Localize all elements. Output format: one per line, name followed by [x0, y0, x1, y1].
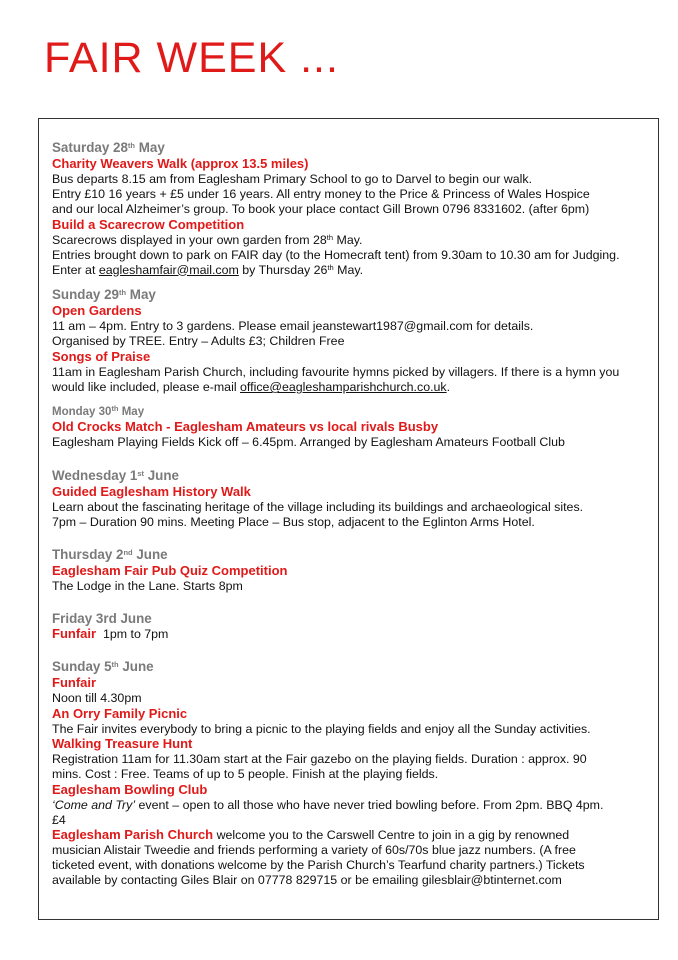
event-text: and our local Alzheimer’s group. To book your place contact Gill Brown 0796 8331602. (after 6pm)	[52, 201, 590, 216]
event-text: 7pm – Duration 90 mins. Meeting Place – Bus stop, adjacent to the Eglinton Arms Hotel.	[52, 514, 535, 529]
events-list	[52, 140, 652, 888]
event-text: £4	[52, 813, 66, 828]
event-text: The Fair invites everybody to bring a picnic to the playing fields and enjoy all the Sunday activities.	[52, 721, 591, 736]
event-title: Eaglesham Bowling Club	[52, 782, 208, 798]
email-link[interactable]: office@eagleshamparishchurch.co.uk	[240, 380, 447, 395]
event-title: Guided Eaglesham History Walk	[52, 483, 251, 499]
event-title: Walking Treasure Hunt	[52, 736, 193, 752]
event-text: ‘Come and Try’ event – open to all those who have never tried bowling before. From 2pm. BBQ 4pm.	[52, 798, 604, 813]
event-text: would like included, please e-mail office@eagleshamparishchurch.co.uk.	[52, 380, 451, 395]
day-section-thursday	[52, 547, 652, 594]
event-text: Enter at eagleshamfair@mail.com by Thursday 26th May.	[52, 262, 364, 277]
event-title: Funfair	[52, 625, 97, 641]
event-title: Eaglesham Fair Pub Quiz Competition	[52, 562, 288, 578]
day-heading: Monday 30th May	[52, 404, 145, 419]
event-text: Learn about the fascinating heritage of the village including its buildings and archaeological sites.	[52, 499, 584, 514]
event-title: Songs of Praise	[52, 349, 151, 365]
day-section-saturday	[52, 140, 652, 277]
day-heading: Friday 3rd June	[52, 610, 152, 626]
day-heading: Sunday 29th May	[52, 287, 156, 303]
day-heading: Thursday 2nd June	[52, 546, 168, 562]
event-text: Entries brought down to park on FAIR day (to the Homecraft tent) from 9.30am to 10.30 am for Judging.	[52, 247, 620, 262]
event-text: Noon till 4.30pm	[52, 690, 142, 705]
event-text: The Lodge in the Lane. Starts 8pm	[52, 578, 243, 593]
event-title: Build a Scarecrow Competition	[52, 216, 245, 232]
day-heading: Saturday 28th May	[52, 140, 165, 155]
event-text: Bus departs 8.15 am from Eaglesham Primary School to go to Darvel to begin our walk.	[52, 172, 533, 186]
event-title: Eaglesham Parish Church	[52, 827, 214, 843]
event-title: Funfair	[52, 674, 97, 690]
event-title: Charity Weavers Walk (approx 13.5 miles)	[52, 156, 309, 171]
day-section-sunday-5	[52, 659, 652, 888]
event-text: Eaglesham Playing Fields Kick off – 6.45pm. Arranged by Eaglesham Amateurs Football Club	[52, 435, 565, 450]
event-text: available by contacting Giles Blair on 07778 829715 or be emailing gilesblair@btinternet.com	[52, 872, 562, 887]
event-text: Scarecrows displayed in your own garden from 28th May.	[52, 232, 363, 247]
event-text: ticketed event, with donations welcome by the Parish Church’s Tearfund charity partners.) Tickets	[52, 857, 585, 872]
page-title: FAIR WEEK ...	[44, 34, 339, 82]
event-title: Open Gardens	[52, 303, 142, 319]
event-text: Eaglesham Parish Church welcome you to the Carswell Centre to join in a gig by renowned	[52, 827, 570, 843]
event-title: An Orry Family Picnic	[52, 705, 188, 721]
event-text: 11 am – 4pm. Entry to 3 gardens. Please email jeanstewart1987@gmail.com for details.	[52, 319, 534, 334]
day-section-monday	[52, 405, 652, 450]
event-text: Registration 11am for 11.30am start at the Fair gazebo on the playing fields. Duration : approx. 90	[52, 752, 587, 767]
event-title: Old Crocks Match - Eaglesham Amateurs vs local rivals Busby	[52, 419, 439, 435]
day-heading: Sunday 5th June	[52, 658, 154, 674]
day-section-wednesday	[52, 468, 652, 530]
event-line: Funfair 1pm to 7pm	[52, 625, 169, 641]
event-text: Entry £10 16 years + £5 under 16 years. All entry money to the Price & Princess of Wales Hospice	[52, 186, 590, 201]
event-text: Organised by TREE. Entry – Adults £3; Children Free	[52, 334, 345, 349]
event-text: mins. Cost : Free. Teams of up to 5 people. Finish at the playing fields.	[52, 767, 439, 782]
day-heading: Wednesday 1st June	[52, 467, 179, 483]
day-section-friday	[52, 611, 652, 642]
email-link[interactable]: eagleshamfair@mail.com	[98, 262, 239, 277]
event-text: musician Alistair Tweedie and friends performing a variety of 60s/70s blue jazz numbers. (A free	[52, 842, 576, 857]
day-section-sunday-29	[52, 287, 652, 395]
event-text: 11am in Eaglesham Parish Church, including favourite hymns picked by villagers. If there is a hymn you	[52, 365, 620, 380]
